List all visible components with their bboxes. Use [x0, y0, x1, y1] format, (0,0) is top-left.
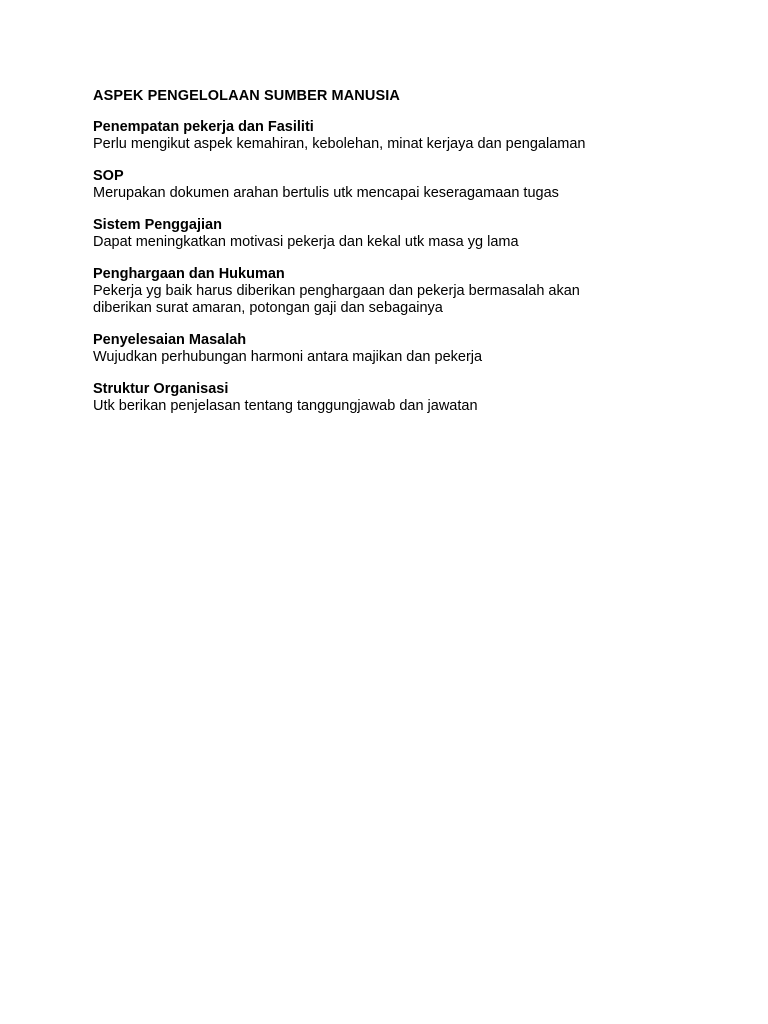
- section-body: Perlu mengikut aspek kemahiran, kebolehan, minat kerjaya dan pengalaman: [93, 136, 586, 152]
- section-heading: SOP: [93, 168, 124, 184]
- section-list: [93, 119, 693, 430]
- section-body: Pekerja yg baik harus diberikan penghargaan dan pekerja bermasalah akan diberikan surat amaran, potongan gaji dan sebagainya: [93, 283, 580, 316]
- section-heading: Penyelesaian Masalah: [93, 332, 247, 348]
- section-penyelesaian: [93, 332, 693, 366]
- section-body: Merupakan dokumen arahan bertulis utk mencapai keseragamaan tugas: [93, 185, 559, 201]
- section-penggajian: [93, 217, 693, 251]
- section-heading: Penempatan pekerja dan Fasiliti: [93, 119, 314, 135]
- section-heading: Sistem Penggajian: [93, 217, 222, 233]
- section-penempatan: [93, 119, 693, 153]
- section-sop: [93, 168, 693, 202]
- section-body: Dapat meningkatkan motivasi pekerja dan kekal utk masa yg lama: [93, 234, 519, 250]
- section-body: Utk berikan penjelasan tentang tanggungjawab dan jawatan: [93, 398, 478, 414]
- section-heading: Struktur Organisasi: [93, 381, 229, 397]
- section-heading: Penghargaan dan Hukuman: [93, 266, 285, 282]
- section-struktur: [93, 381, 693, 415]
- section-body: Wujudkan perhubungan harmoni antara majikan dan pekerja: [93, 349, 483, 365]
- document-title: ASPEK PENGELOLAAN SUMBER MANUSIA: [93, 88, 400, 104]
- section-penghargaan: [93, 266, 693, 317]
